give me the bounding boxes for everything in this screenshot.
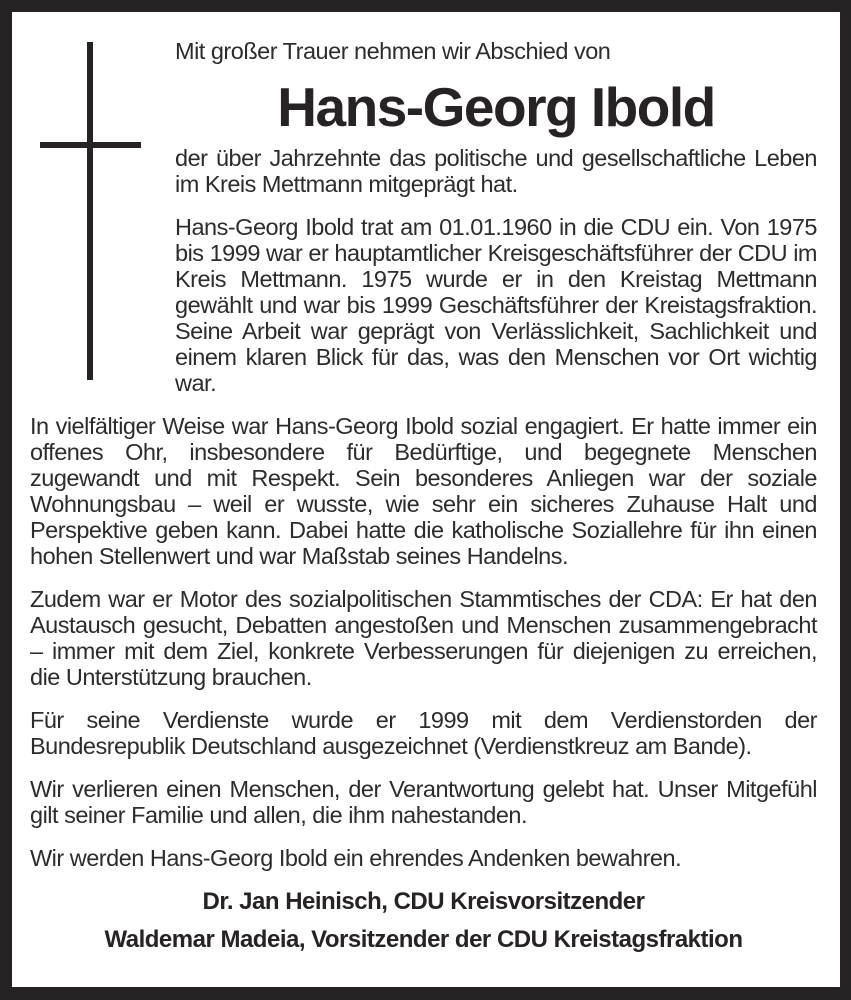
signature-line-fraktionsvorsitzender: Waldemar Madeia, Vorsitzender der CDU Kreistagsfraktion [104,926,743,953]
notice-content [12,12,840,987]
signatures-block [30,888,817,954]
subtitle-paragraph: der über Jahrzehnte das politische und gesellschaftliche Leben im Kreis Mettmann mitgeprägt hat. [175,145,817,197]
signature-line-kreisvorsitzender: Dr. Jan Heinisch, CDU Kreisvorsitzender [202,888,645,915]
remembrance-paragraph: Wir werden Hans-Georg Ibold ein ehrendes Andenken bewahren. [30,845,682,871]
social-engagement-paragraph: In vielfältiger Weise war Hans-Georg Ibold sozial engagiert. Er hatte immer ein offenes Ohr, insbesondere für Bedürftige, und begegnete Menschen zugewandt und mit Respekt. Sein besonderes Anliegen war der soziale Wohnungsbau – weil er wusste, wie sehr ein sicheres Zuhause Halt und Perspektive geben kann. Dabei hatte die katholische Soziallehre für ihn einen hohen Stellenwert und war Maßstab seines Handelns. [30,413,817,569]
deceased-name-title: Hans-Georg Ibold [277,76,715,138]
intro-line: Mit großer Trauer nehmen wir Abschied von [175,38,611,64]
header-block [175,38,817,396]
biography-paragraph: Hans-Georg Ibold trat am 01.01.1960 in die CDU ein. Von 1975 bis 1999 war er hauptamtlicher Kreisgeschäftsführer der CDU im Kreis Mettmann. 1975 wurde er in den Kreistag Mettmann gewählt und war bis 1999 Geschäftsführer der Kreistagsfraktion. Seine Arbeit war geprägt von Verlässlichkeit, Sachlichkeit und einem klaren Blick für das, was den Menschen vor Ort wichtig war. [175,214,817,396]
main-text-block [30,413,817,871]
cda-stammtisch-paragraph: Zudem war er Motor des sozialpolitischen Stammtisches der CDA: Er hat den Austausch gesucht, Debatten angestoßen und Menschen zusammengebracht – immer mit dem Ziel, konkrete Verbesserungen für diejenigen zu erreichen, die Unterstützung brauchen. [30,586,817,690]
honors-paragraph: Für seine Verdienste wurde er 1999 mit dem Verdienstorden der Bundesrepublik Deutschland ausgezeichnet (Verdienstkreuz am Bande). [30,707,817,759]
condolence-paragraph: Wir verlieren einen Menschen, der Verantwortung gelebt hat. Unser Mitgefühl gilt seiner Familie und allen, die ihm nahestanden. [30,776,817,828]
